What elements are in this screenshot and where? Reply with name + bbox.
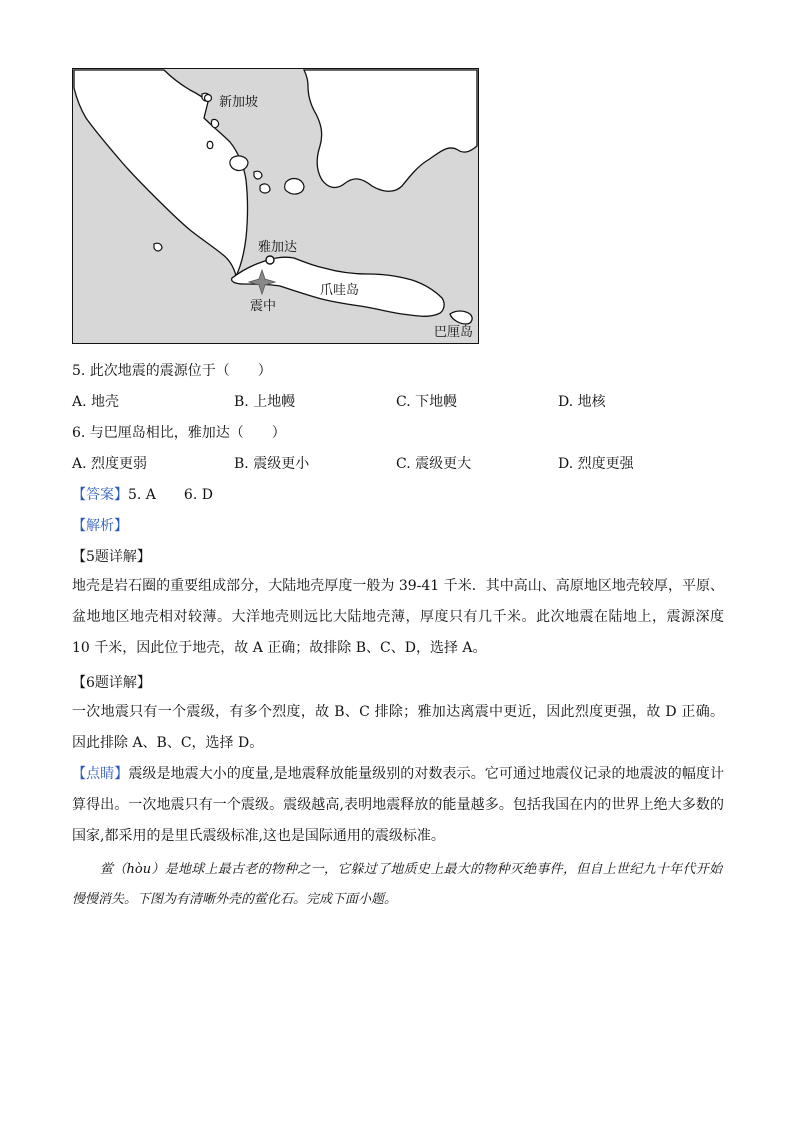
detail6-title: 【6题详解】	[72, 675, 151, 691]
detail5-text: 地壳是岩石圈的重要组成部分，大陆地壳厚度一般为 39-41 千米．其中高山、高原地区地壳较厚，平原、盆地地区地壳相对较薄。大洋地壳则远比大陆地壳薄，厚度只有几千米。此次地震在陆地上，震源深度 10 千米，因此位于地壳，故 A 正确；故排除 B、C、D，选择 A。	[72, 578, 724, 656]
q5-option-a[interactable]: A. 地壳	[72, 394, 120, 410]
next-intro: 鲎（hòu）是地球上最古老的物种之一，它躲过了地质史上最大的物种灭绝事件，但自上世纪九十年代开始慢慢消失。下图为有清晰外壳的鲎化石。完成下面小题。	[72, 862, 722, 907]
q6-option-d[interactable]: D. 烈度更强	[558, 456, 634, 472]
q5-option-c[interactable]: C. 下地幔	[396, 394, 458, 410]
label-jakarta: 雅加达	[258, 240, 298, 255]
detail5-title: 【5题详解】	[72, 549, 151, 565]
answer-text: 5. A 6. D	[128, 487, 213, 503]
detail6-text: 一次地震只有一个震级，有多个烈度，故 B、C 排除；雅加达离震中更近，因此烈度更强，故 D 正确。因此排除 A、B、C，选择 D。	[72, 704, 724, 751]
label-bali: 巴厘岛	[434, 325, 474, 340]
q5-option-d[interactable]: D. 地核	[558, 394, 606, 410]
q5-option-b[interactable]: B. 上地幔	[234, 394, 296, 410]
label-java: 爪哇岛	[320, 283, 360, 298]
note-text: 震级是地震大小的度量,是地震释放能量级别的对数表示。它可通过地震仪记录的地震波的幅度计算得出。一次地震只有一个震级。震级越高,表明地震释放的能量越多。包括我国在内的世界上绝大多数的国家,都采用的是里氏震级标准,这也是国际通用的震级标准。	[72, 766, 724, 844]
note-block	[72, 759, 724, 852]
q5-stem: 5. 此次地震的震源位于（ ）	[72, 363, 272, 379]
note-tag: 【点睛】	[72, 766, 129, 782]
q6-option-b[interactable]: B. 震级更小	[234, 456, 310, 472]
q6-option-a[interactable]: A. 烈度更弱	[72, 456, 148, 472]
earthquake-map	[72, 68, 479, 344]
analysis-tag: 【解析】	[72, 518, 128, 534]
answer-tag: 【答案】	[72, 487, 128, 503]
q6-option-c[interactable]: C. 震级更大	[396, 456, 472, 472]
jakarta-marker	[266, 256, 274, 264]
q6-stem: 6. 与巴厘岛相比，雅加达（ ）	[72, 425, 286, 441]
label-epicenter: 震中	[250, 299, 277, 314]
singapore-marker	[205, 95, 212, 102]
answer-line	[72, 484, 213, 504]
label-singapore: 新加坡	[219, 95, 259, 110]
